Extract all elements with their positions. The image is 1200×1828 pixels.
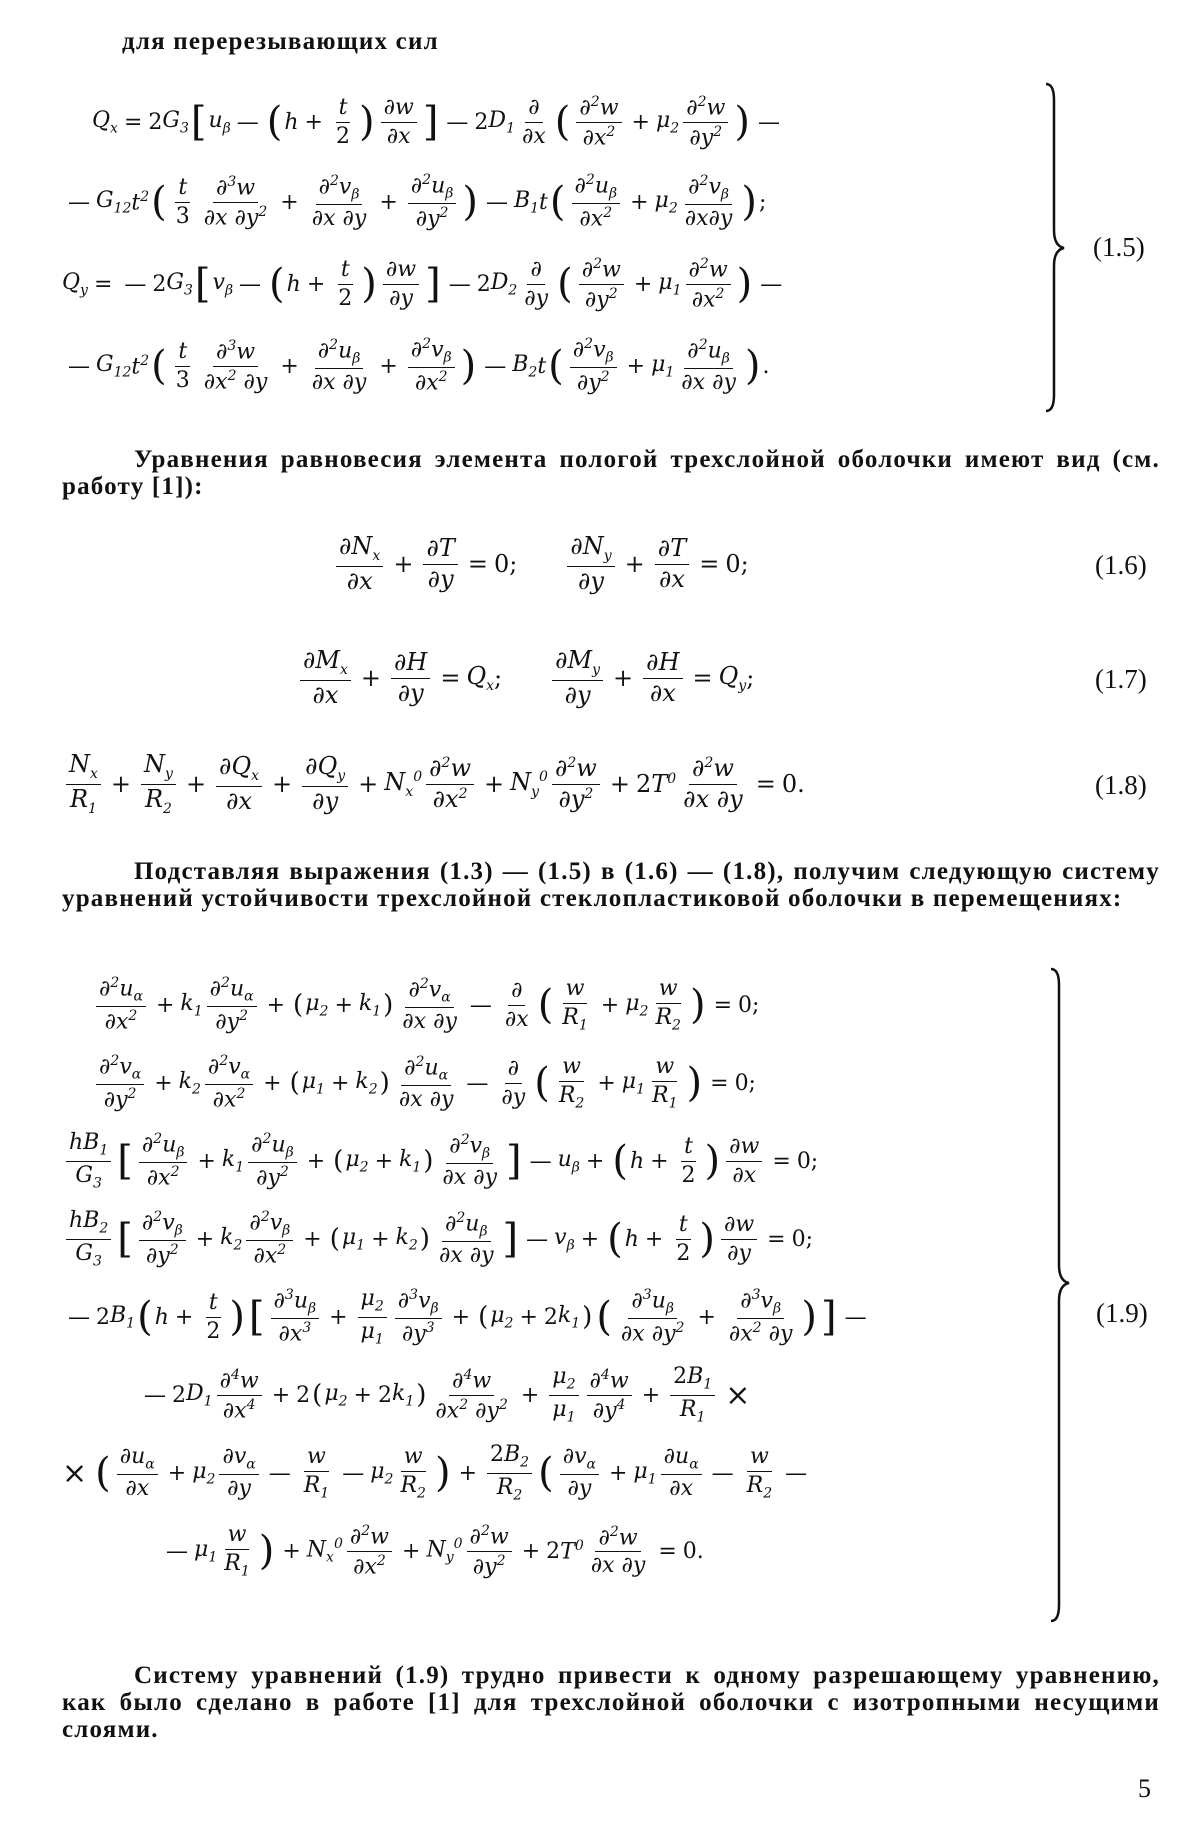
system-line-1: $\frac{\partial^2u_\alpha}{\partial x^2}$ + $k_1$ $\frac{\partial^2u_\alpha}{\partial y^2}$ + ( $\mu_2$ + $k_1$ ) $\frac{\partial^2v_\alpha}{\partial x \partial y}$ — $\frac{\partial}{\partial x}$ ( $\frac{w}{R_1}$ + $\mu_2$ $\frac{w}{R_2}$ ) = 0;: [92, 972, 759, 1038]
equation-qy-line-2: — $G_{12}$ $t^2$ ( $\frac{t}{3}$ $\frac{\partial^3w}{\partial x^2 \partial y}$ + $\frac{\partial^2u_\beta}{\partial x \partial y}$ + $\frac{\partial^2v_\beta}{\partial x^2}$ ) — $B_2$ t ( $\frac{\partial^2v_\beta}{\partial y^2}$ + $\mu_1$ $\frac{\partial^2u_\beta}{\partial x \partial y}$ ) .: [68, 336, 770, 396]
equation-1-8: $\frac{N_x}{R_1}$ + $\frac{N_y}{R_2}$ + $\frac{\partial Q_x}{\partial x}$ + $\frac{\partial Q_y}{\partial y}$ + $N_x^0$ $\frac{\partial^2w}{\partial x^2}$ + $N_y^0$ $\frac{\partial^2w}{\partial y^2}$ + 2 $T^0$ $\frac{\partial^2w}{\partial x \partial y}$ = 0.: [62, 748, 805, 820]
brace-1-5: [1040, 80, 1070, 415]
paragraph-system: Систему уравнений (1.9) трудно привести к одному разрешающему уравнению, как было сделано в работе [1] для трехслойной оболочки с изотропными несущими слоями.: [62, 1662, 1160, 1743]
equation-qy-line-1: $Q_y$ = — 2 $G_3$ [ $v_\beta$ — ( h + $\frac{t}{2}$ ) $\frac{\partial w}{\partial y}$ ] — 2 $D_2$ $\frac{\partial}{\partial y}$ ( $\frac{\partial^2w}{\partial y^2}$ + $\mu_1$ $\frac{\partial^2w}{\partial x^2}$ ) —: [62, 256, 783, 312]
equation-qx-line-1: $Q_x$ = 2 $G_3$ [ $u_\beta$ — ( h + $\frac{t}{2}$ ) $\frac{\partial w}{\partial x}$ ] — 2 $D_1$ $\frac{\partial}{\partial x}$ ( $\frac{\partial^2w}{\partial x^2}$ + $\mu_2$ $\frac{\partial^2w}{\partial y^2}$ ) —: [92, 94, 780, 150]
system-line-5: — 2 $B_1$ ( h + $\frac{t}{2}$ ) [ $\frac{\partial^3u_\beta}{\partial x^3}$ + $\frac{\mu_2}{\mu_1}$ $\frac{\partial^3v_\beta}{\partial y^3}$ + ( $\mu_2$ + 2 $k_1$ ) ( $\frac{\partial^3u_\beta}{\partial x \partial y^2}$ + $\frac{\partial^3v_\beta}{\partial x^2 \partial y}$ ) ] —: [68, 1286, 867, 1347]
equation-qx-line-2: — $G_{12}$ $t^2$ ( $\frac{t}{3}$ $\frac{\partial^3w}{\partial x \partial y^2}$ + $\frac{\partial^2v_\beta}{\partial x \partial y}$ + $\frac{\partial^2u_\beta}{\partial y^2}$ ) — $B_1$ t ( $\frac{\partial^2u_\beta}{\partial x^2}$ + $\mu_2$ $\frac{\partial^2v_\beta}{\partial x\partial y}$ ) ;: [68, 172, 767, 232]
equation-number-1-5: (1.5): [1093, 232, 1145, 262]
system-line-3: $\frac{hB_1}{G_3}$ [ $\frac{\partial^2u_\beta}{\partial x^2}$ + $k_1$ $\frac{\partial^2u_\beta}{\partial y^2}$ + ( $\mu_2$ + $k_1$ ) $\frac{\partial^2v_\beta}{\partial x \partial y}$ ] — $u_\beta$ + ( h + $\frac{t}{2}$ ) $\frac{\partial w}{\partial x}$ = 0;: [62, 1128, 818, 1194]
system-line-6: — 2 $D_1$ $\frac{\partial^4w}{\partial x^4}$ + 2 ( $\mu_2$ + 2 $k_1$ ) $\frac{\partial^4w}{\partial x^2 \partial y^2}$ + $\frac{\mu_2}{\mu_1}$ $\frac{\partial^4w}{\partial y^4}$ + $\frac{2B_1}{R_1}$ ×: [144, 1364, 751, 1425]
system-line-7: × ( $\frac{\partial u_\alpha}{\partial x}$ + $\mu_2$ $\frac{\partial v_\alpha}{\partial y}$ — $\frac{w}{R_1}$ — $\mu_2$ $\frac{w}{R_2}$ ) + $\frac{2B_2}{R_2}$ ( $\frac{\partial v_\alpha}{\partial y}$ + $\mu_1$ $\frac{\partial u_\alpha}{\partial x}$ — $\frac{w}{R_2}$ —: [62, 1442, 808, 1503]
system-line-2: $\frac{\partial^2v_\alpha}{\partial y^2}$ + $k_2$ $\frac{\partial^2v_\alpha}{\partial x^2}$ + ( $\mu_1$ + $k_2$ ) $\frac{\partial^2u_\alpha}{\partial x \partial y}$ — $\frac{\partial}{\partial y}$ ( $\frac{w}{R_2}$ + $\mu_1$ $\frac{w}{R_1}$ ) = 0;: [92, 1050, 756, 1116]
equation-1-7: $\frac{\partial M_x}{\partial x}$ + $\frac{\partial H}{\partial y}$ = $Q_x$ ; $\frac{\partial M_y}{\partial y}$ + $\frac{\partial H}{\partial x}$ = $Q_y$ ;: [296, 642, 754, 714]
equation-1-6: $\frac{\partial N_x}{\partial x}$ + $\frac{\partial T}{\partial y}$ = 0; $\frac{\partial N_y}{\partial y}$ + $\frac{\partial T}{\partial x}$ = 0;: [332, 528, 749, 600]
brace-1-9: [1045, 965, 1075, 1625]
paragraph-substituting: Подставляя выражения (1.3) — (1.5) в (1.6) — (1.8), получим следующую систему уравнений устойчивости трехслойной стеклопластиковой оболочки в перемещениях:: [62, 858, 1160, 912]
paragraph-equilibrium: Уравнения равновесия элемента пологой трехслойной оболочки имеют вид (см. работу [1]):: [62, 446, 1160, 500]
system-line-8: — $\mu_1$ $\frac{w}{R_1}$ ) + $N_x^0$ $\frac{\partial^2w}{\partial x^2}$ + $N_y^0$ $\frac{\partial^2w}{\partial y^2}$ + 2 $T^0$ $\frac{\partial^2w}{\partial x \partial y}$ = 0.: [166, 1522, 704, 1579]
page-number: 5: [1138, 1774, 1151, 1803]
equation-number-1-6: (1.6): [1095, 550, 1147, 580]
intro-text: для перерезывающих сил: [122, 28, 439, 55]
system-line-4: $\frac{hB_2}{G_3}$ [ $\frac{\partial^2v_\beta}{\partial y^2}$ + $k_2$ $\frac{\partial^2v_\beta}{\partial x^2}$ + ( $\mu_1$ + $k_2$ ) $\frac{\partial^2u_\beta}{\partial x \partial y}$ ] — $v_\beta$ + ( h + $\frac{t}{2}$ ) $\frac{\partial w}{\partial y}$ = 0;: [62, 1206, 813, 1272]
equation-number-1-9: (1.9): [1096, 1298, 1148, 1328]
equation-number-1-8: (1.8): [1095, 770, 1147, 800]
equation-number-1-7: (1.7): [1095, 664, 1147, 694]
